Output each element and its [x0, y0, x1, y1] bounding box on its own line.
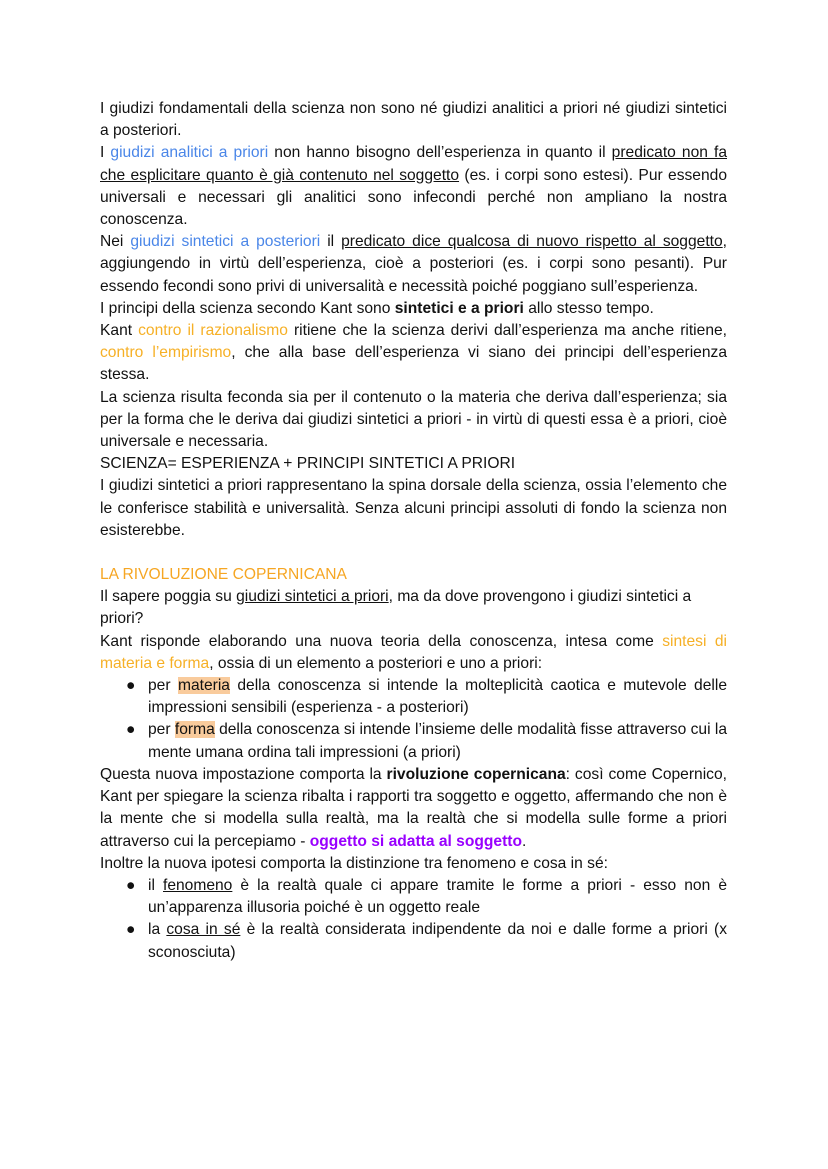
text-run: è la realtà considerata indipendente da noi e dalle forme a priori (x sconosciuta) — [148, 921, 727, 961]
text-run: Nei — [100, 233, 131, 251]
text-run: Kant risponde elaborando una nuova teoria della conoscenza, intesa come — [100, 632, 663, 650]
text-run: Il sapere poggia su — [100, 588, 237, 606]
text-run: non hanno bisogno dell’esperienza in quanto il — [268, 144, 612, 162]
text-run: I principi della scienza secondo Kant sono — [100, 299, 395, 317]
bullet-list-phenomenon — [100, 875, 727, 964]
highlight-materia: materia — [177, 677, 230, 695]
paragraph-kant-answer — [100, 631, 727, 675]
text-run: la — [148, 921, 167, 939]
text-run: , ma da dove provengono i giudizi sintetici a priori? — [100, 588, 692, 628]
underlined-thing-in-itself: cosa in sé — [166, 921, 241, 939]
paragraph-intro: I giudizi fondamentali della scienza non sono né giudizi analitici a priori né giudizi sintetici a posteriori. — [100, 100, 727, 140]
underlined-synthetic-a-priori: giudizi sintetici a priori — [236, 588, 389, 606]
formula-science: SCIENZA= ESPERIENZA + PRINCIPI SINTETICI A PRIORI — [100, 455, 516, 473]
text-run: il — [148, 876, 163, 894]
text-run: , aggiungendo in virtù dell’esperienza, cioè a posteriori (es. i corpi sono pesanti). Pur essendo fecondi sono privi di universalità e necessità poiché poggiano sull’esperienza. — [100, 233, 727, 295]
bullet-icon: ● — [126, 677, 136, 695]
text-run: Kant — [100, 322, 139, 340]
section-heading: LA RIVOLUZIONE COPERNICANA — [100, 566, 347, 584]
highlight-against-rationalism: contro il razionalismo — [138, 322, 288, 340]
paragraph-copernican — [100, 764, 727, 853]
bold-synthetic-a-priori: sintetici e a priori — [394, 299, 524, 317]
paragraph-kant-against — [100, 320, 727, 387]
bullet-icon: ● — [126, 876, 136, 894]
text-run: per — [148, 677, 178, 695]
underlined-predicate-synthetic: predicato dice qualcosa di nuovo rispetto al soggetto — [341, 233, 723, 251]
list-item — [126, 875, 727, 919]
highlight-synthesis: sintesi di materia e forma — [100, 632, 728, 672]
highlight-analytic-judgments: giudizi analitici a priori — [110, 144, 269, 162]
paragraph-kant-principles — [100, 298, 727, 320]
highlight-object-adapts: oggetto si adatta al soggetto — [309, 832, 523, 850]
text-run: Questa nuova impostazione comporta la — [100, 765, 387, 783]
text-run: della conoscenza si intende la molteplicità caotica e mutevole delle impressioni sensibili (esperienza - a posteriori) — [148, 677, 727, 717]
text-run: : così come Copernico, Kant per spiegare la scienza ribalta i rapporti tra soggetto e oggetto, affermando che non è la mente che si modella sulla realtà, ma la realtà che si modella sulle forme a priori attraverso cui la percepiamo - — [100, 765, 727, 850]
list-item — [126, 919, 727, 963]
text-run: (es. i corpi sono estesi). Pur essendo universali e necessari gli analitici sono infecondi perché non ampliano la nostra conoscenza. — [100, 166, 727, 229]
highlight-synthetic-a-posteriori: giudizi sintetici a posteriori — [130, 233, 321, 251]
text-run: per — [148, 721, 175, 739]
list-item — [126, 719, 728, 763]
paragraph-analytic-judgments — [100, 142, 727, 231]
paragraph-synthetic-a-posteriori — [100, 231, 727, 298]
bullet-list-matter-form — [100, 675, 727, 764]
bold-copernican-revolution: rivoluzione copernicana — [386, 765, 566, 783]
underlined-predicate-analytic: predicato non fa che esplicitare quanto è già contenuto nel soggetto — [100, 144, 728, 184]
text-run: il — [320, 233, 342, 251]
highlight-against-empiricism: contro l’empirismo — [100, 344, 232, 362]
paragraph-science-fertile: La scienza risulta feconda sia per il contenuto o la materia che deriva dall’esperienza; sia per la forma che le deriva dai giudizi sintetici a priori - in virtù di questi essa è a priori, cioè universale e necessaria. — [100, 388, 727, 451]
text-run: I — [100, 144, 111, 162]
paragraph-distinction: Inoltre la nuova ipotesi comporta la distinzione tra fenomeno e cosa in sé: — [100, 854, 608, 872]
text-run: della conoscenza si intende l’insieme delle modalità fisse attraverso cui la mente umana ordina tali impressioni (a priori) — [148, 721, 728, 761]
highlight-forma: forma — [174, 721, 215, 739]
text-run: ritiene che la scienza derivi dall’esperienza ma anche ritiene, — [287, 322, 727, 340]
text-run: allo stesso tempo. — [523, 299, 654, 317]
bullet-icon: ● — [126, 721, 136, 739]
text-run: è la realtà quale ci appare tramite le forme a priori - esso non è un’apparenza illusoria poiché è un oggetto reale — [148, 876, 727, 917]
text-run: . — [522, 832, 527, 850]
text-run: , ossia di un elemento a posteriori e uno a priori: — [209, 654, 543, 672]
bullet-icon: ● — [126, 921, 136, 939]
paragraph-backbone: I giudizi sintetici a priori rappresentano la spina dorsale della scienza, ossia l’elemento che le conferisce stabilità e universalità. Senza alcuni principi assoluti di fondo la scienza non esisterebbe. — [100, 477, 727, 539]
list-item — [126, 675, 727, 719]
paragraph-knowledge-question — [100, 586, 727, 630]
text-run: , che alla base dell’esperienza vi siano dei principi dell’esperienza stessa. — [100, 344, 727, 384]
underlined-phenomenon: fenomeno — [163, 876, 233, 894]
